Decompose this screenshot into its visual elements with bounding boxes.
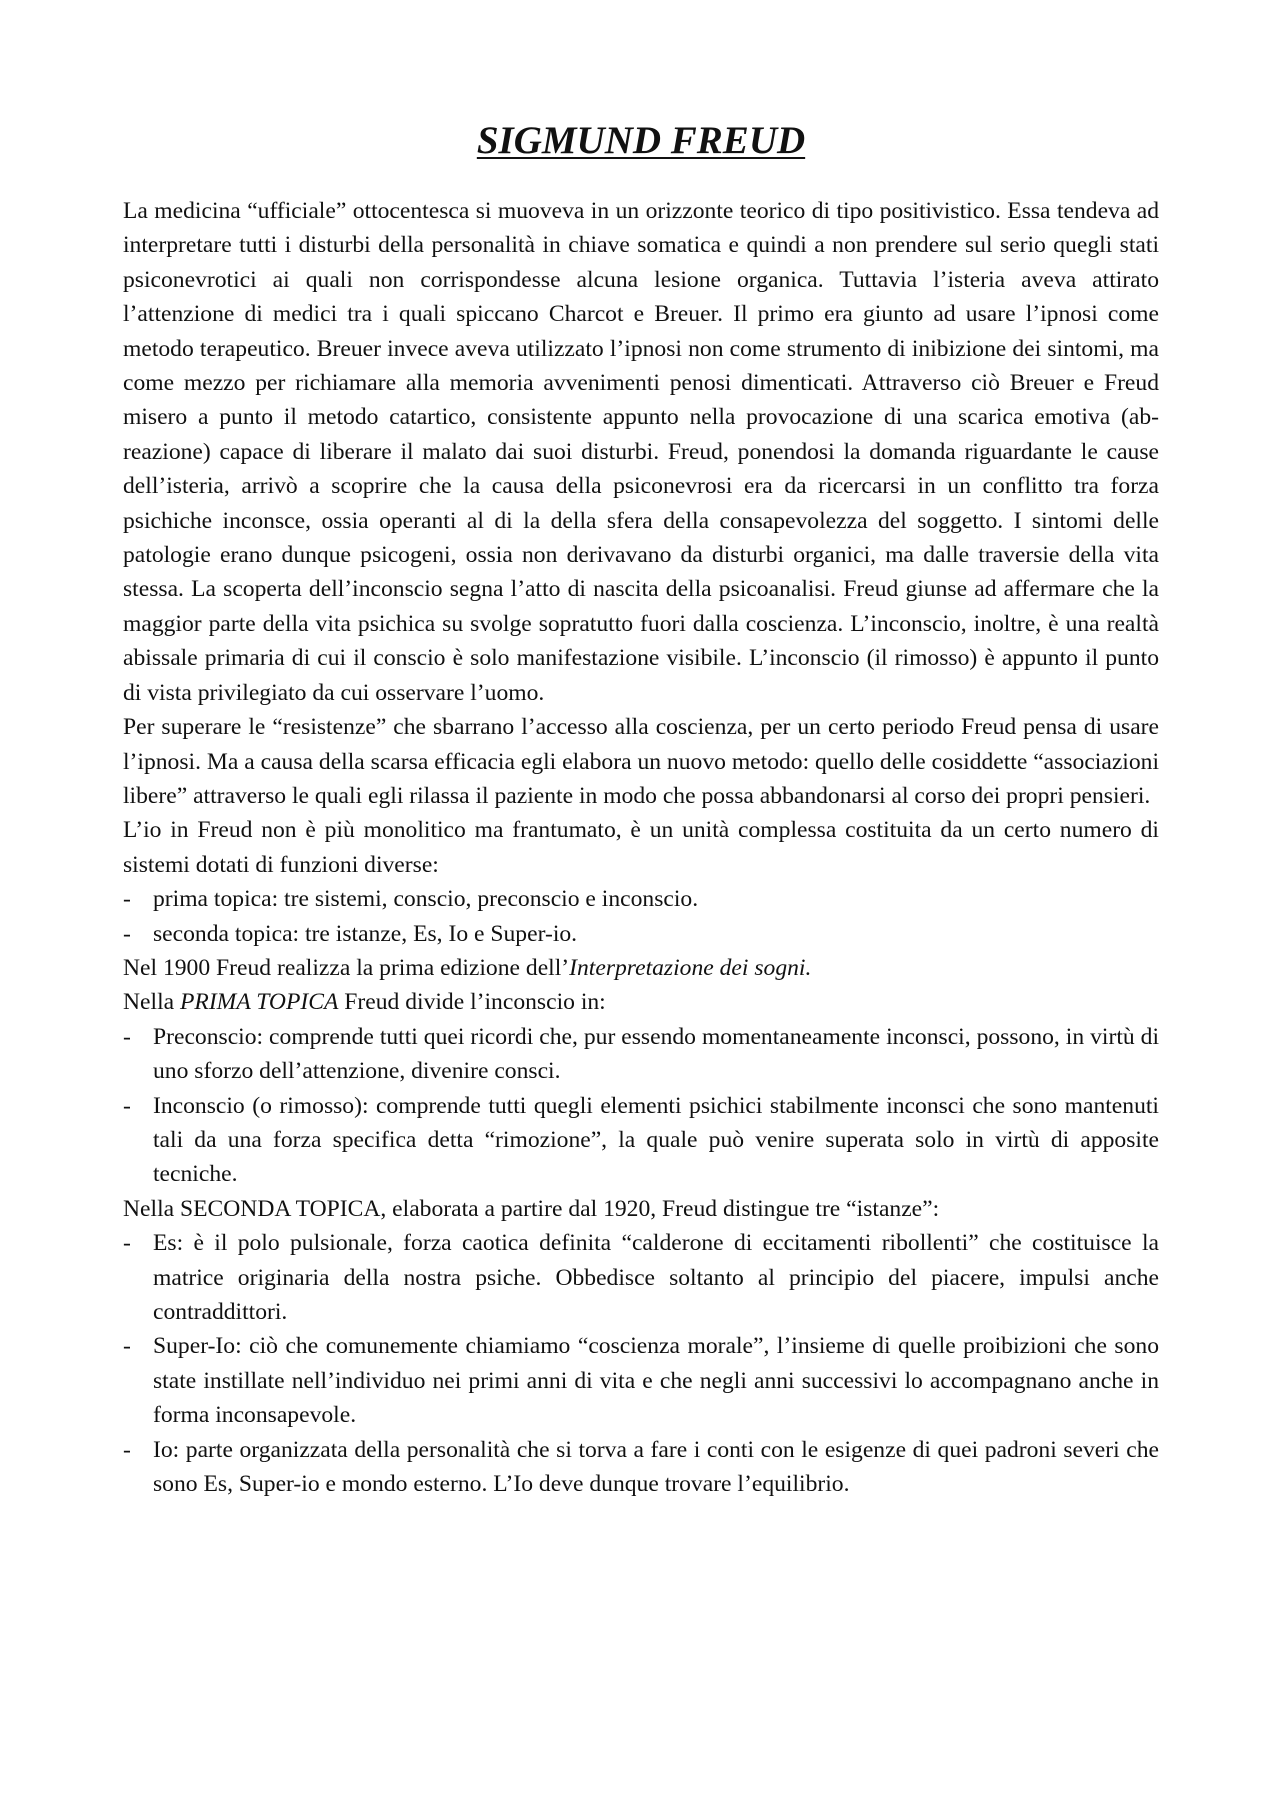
- seconda-topica-list: [123, 1226, 1159, 1501]
- dash-bullet: -: [123, 1023, 131, 1050]
- document-page: [123, 118, 1159, 1501]
- paragraph-seconda-topica: Nella SECONDA TOPICA, elaborata a partire dal 1920, Freud distingue tre “istanze”:: [123, 1195, 940, 1222]
- dash-bullet: -: [123, 1333, 131, 1360]
- prima-topica-list: [123, 1020, 1159, 1192]
- list-item: - Preconscio: comprende tutti quei ricordi che, pur essendo momentaneamente inconsci, possono, in virtù di uno sforzo dell’attenzione, divenire consci.: [123, 1020, 1159, 1089]
- paragraph-intro: La medicina “ufficiale” ottocentesca si muoveva in un orizzonte teorico di tipo positivistico. Essa tendeva ad interpretare tutti i disturbi della personalità in chiave somatica e quindi a non prendere sul serio quegli stati psiconevrotici ai quali non corrispondesse alcuna lesione organica. Tuttavia l’isteria aveva attirato l’attenzione di medici tra i quali spiccano Charcot e Breuer. Il primo era giunto ad usare l’ipnosi come metodo terapeutico. Breuer invece aveva utilizzato l’ipnosi non come strumento di inibizione dei sintomi, ma come mezzo per richiamare alla memoria avvenimenti penosi dimenticati. Attraverso ciò Breuer e Freud misero a punto il metodo catartico, consistente appunto nella provocazione di una scarica emotiva (ab-reazione) capace di liberare il malato dai suoi disturbi. Freud, ponendosi la domanda riguardante le cause dell’isteria, arrivò a scoprire che la causa della psiconevrosi era da ricercarsi in un conflitto tra forza psichiche inconsce, ossia operanti al di la della sfera della consapevolezza del soggetto. I sintomi delle patologie erano dunque psicogeni, ossia non derivavano da disturbi organici, ma dalle traversie della vita stessa. La scoperta dell’inconscio segna l’atto di nascita della psicoanalisi. Freud giunse ad affermare che la maggior parte della vita psichica su svolge sopratutto fuori dalla coscienza. L’inconscio, inoltre, è una realtà abissale primaria di cui il conscio è solo manifestazione visibile. L’inconscio (il rimosso) è appunto il punto di vista privilegiato da cui osservare l’uomo.: [123, 198, 1159, 706]
- book-title: Interpretazione dei sogni.: [569, 954, 812, 981]
- dash-bullet: -: [123, 886, 131, 913]
- list-item: - Es: è il polo pulsionale, forza caotica definita “calderone di eccitamenti ribollenti” che costituisce la matrice originaria della nostra psiche. Obbedisce soltanto al principio del piacere, impulsi anche contraddittori.: [123, 1226, 1159, 1329]
- page-title: SIGMUND FREUD: [476, 119, 806, 162]
- topiche-list: [123, 882, 1159, 951]
- paragraph-resistenze: Per superare le “resistenze” che sbarrano l’accesso alla coscienza, per un certo periodo Freud pensa di usare l’ipnosi. Ma a causa della scarsa efficacia egli elabora un nuovo metodo: quello delle cosiddette “associazioni libere” attraverso le quali egli rilassa il paziente in modo che possa abbandonarsi al corso dei propri pensieri.: [123, 714, 1159, 809]
- dash-bullet: -: [123, 920, 131, 947]
- list-item: - prima topica: tre sistemi, conscio, preconscio e inconscio.: [123, 882, 1159, 916]
- list-item: - Io: parte organizzata della personalità che si torva a fare i conti con le esigenze di quei padroni severi che sono Es, Super-io e mondo esterno. L’Io deve dunque trovare l’equilibrio.: [123, 1433, 1159, 1502]
- paragraph-interpretazione: Nel 1900 Freud realizza la prima edizione dell’Interpretazione dei sogni.: [123, 954, 812, 981]
- list-item: - Super-Io: ciò che comunemente chiamiamo “coscienza morale”, l’insieme di quelle proibizioni che sono state instillate nell’individuo nei primi anni di vita e che negli anni successivi lo accompagnano anche in forma inconsapevole.: [123, 1329, 1159, 1432]
- paragraph-io: L’io in Freud non è più monolitico ma frantumato, è un unità complessa costituita da un certo numero di sistemi dotati di funzioni diverse:: [123, 817, 1159, 878]
- list-item: - seconda topica: tre istanze, Es, Io e Super-io.: [123, 917, 1159, 951]
- paragraph-prima-topica: Nella PRIMA TOPICA Freud divide l’inconscio in:: [123, 989, 606, 1016]
- dash-bullet: -: [123, 1092, 131, 1119]
- list-item: - Inconscio (o rimosso): comprende tutti quegli elementi psichici stabilmente inconsci che sono mantenuti tali da una forza specifica detta “rimozione”, la quale può venire superata solo in virtù di apposite tecniche.: [123, 1089, 1159, 1192]
- dash-bullet: -: [123, 1436, 131, 1463]
- dash-bullet: -: [123, 1230, 131, 1257]
